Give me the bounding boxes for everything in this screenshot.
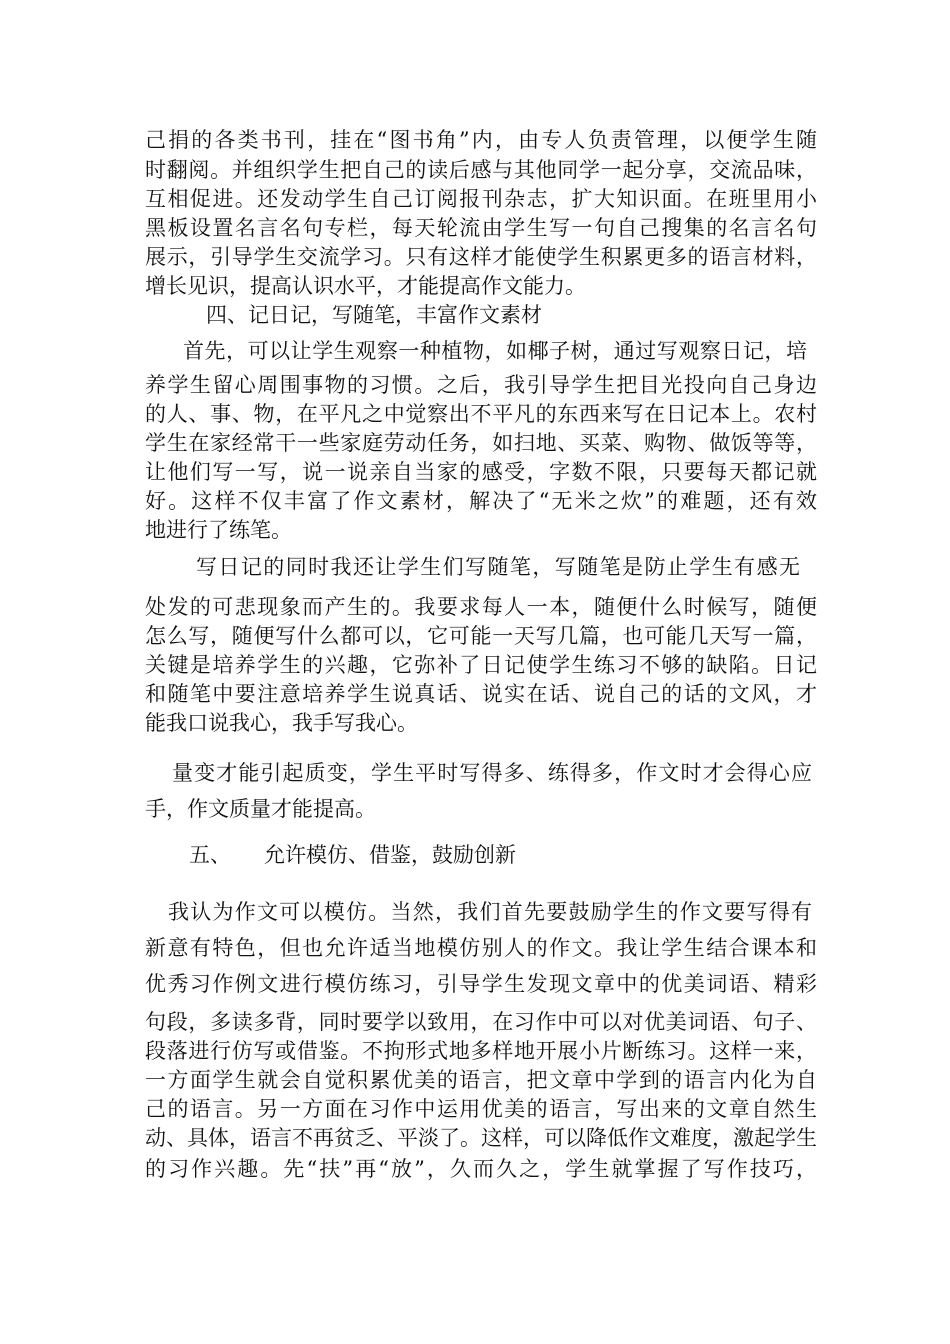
text-line: 动、具体，语言不再贫乏、平淡了。这样，可以降低作文难度，激起学生	[145, 1126, 817, 1150]
text-line: 好。这样不仅丰富了作文素材，解决了“无米之炊”的难题，还有效	[145, 489, 817, 513]
text-line: 句段，多读多背，同时要学以致用，在习作中可以对优美词语、句子、	[145, 1010, 817, 1034]
text-line: 和随笔中要注意培养学生说真话、说实在话、说自己的话的文风，才	[145, 682, 817, 706]
section-heading-number: 五、	[189, 843, 231, 867]
text-line: 己的语言。另一方面在习作中运用优美的语言，写出来的文章自然生	[145, 1097, 817, 1121]
text-line: 让他们写一写，说一说亲自当家的感受，字数不限，只要每天都记就	[145, 460, 817, 484]
text-line: 增长见识，提高认识水平，才能提高作文能力。	[145, 274, 586, 298]
text-line: 关键是培养学生的兴趣，它弥补了日记使学生练习不够的缺陷。日记	[145, 653, 817, 677]
text-line: 展示，引导学生交流学习。只有这样才能使学生积累更多的语言材料，	[145, 245, 817, 269]
text-line: 学生在家经常干一些家庭劳动任务，如扫地、买菜、购物、做饭等等，	[145, 431, 817, 455]
text-line: 写日记的同时我还让学生们写随笔，写随笔是防止学生有感无	[196, 555, 800, 579]
text-line: 的习作兴趣。先“扶”再“放”，久而久之，学生就掌握了写作技巧，	[145, 1157, 817, 1181]
text-line: 互相促进。还发动学生自己订阅报刊杂志，扩大知识面。在班里用小	[145, 187, 817, 211]
text-line: 的人、事、物，在平凡之中觉察出不平凡的东西来写在日记本上。农村	[145, 402, 817, 426]
text-line: 己捐的各类书刊，挂在“图书角”内，由专人负责管理，以便学生随	[145, 128, 817, 152]
text-line: 黑板设置名言名句专栏，每天轮流由学生写一句自己搜集的名言名句	[145, 216, 817, 240]
section-heading: 允许模仿、借鉴，鼓励创新	[264, 843, 516, 867]
text-line: 新意有特色，但也允许适当地模仿别人的作文。我让学生结合课本和	[145, 936, 817, 960]
section-heading: 四、记日记，写随笔，丰富作文素材	[206, 303, 542, 327]
text-line: 手，作文质量才能提高。	[145, 797, 376, 821]
text-line: 能我口说我心，我手写我心。	[145, 711, 418, 735]
text-line: 我认为作文可以模仿。当然，我们首先要鼓励学生的作文要写得有	[168, 900, 812, 924]
text-line: 时翻阅。并组织学生把自己的读后感与其他同学一起分享，交流品味，	[145, 158, 817, 182]
text-line: 怎么写，随便写什么都可以，它可能一天写几篇，也可能几天写一篇，	[145, 624, 817, 648]
text-line: 段落进行仿写或借鉴。不拘形式地多样地开展小片断练习。这样一来，	[145, 1039, 817, 1063]
text-line: 一方面学生就会自觉积累优美的语言，把文章中学到的语言内化为自	[145, 1068, 817, 1092]
text-line: 优秀习作例文进行模仿练习，引导学生发现文章中的优美词语、精彩	[145, 972, 817, 996]
text-line: 养学生留心周围事物的习惯。之后，我引导学生把目光投向自己身边	[145, 373, 817, 397]
text-line: 量变才能引起质变，学生平时写得多、练得多，作文时才会得心应	[172, 761, 812, 785]
text-line: 处发的可悲现象而产生的。我要求每人一本，随便什么时候写，随便	[145, 595, 817, 619]
text-line: 地进行了练笔。	[145, 518, 292, 542]
text-line: 首先，可以让学生观察一种植物，如椰子树，通过写观察日记，培	[183, 339, 807, 363]
